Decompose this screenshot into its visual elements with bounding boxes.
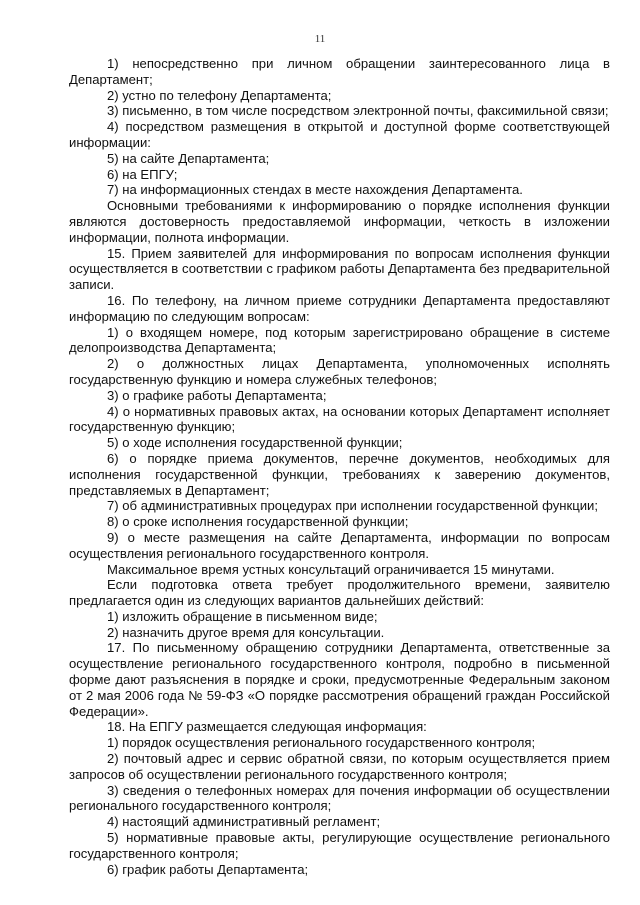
- body-text: [69, 56, 610, 877]
- paragraph: 6) график работы Департамента;: [107, 861, 309, 877]
- paragraph: 4) настоящий административный регламент;: [107, 814, 381, 830]
- paragraph: 2) устно по телефону Департамента;: [107, 87, 332, 103]
- paragraph: 3) письменно, в том числе посредством электронной почты, факсимильной связи;: [107, 103, 609, 119]
- paragraph: 6) о порядке приема документов, перечне документов, необходимых для исполнения государственной функции, требованиях к заверению документов, представляемых в Департамент;: [69, 450, 610, 498]
- paragraph: 1) о входящем номере, под которым зарегистрировано обращение в системе делопроизводства Департамента;: [69, 324, 610, 356]
- paragraph: Если подготовка ответа требует продолжительного времени, заявителю предлагается один из следующих вариантов дальнейших действий:: [69, 577, 610, 609]
- paragraph: 17. По письменному обращению сотрудники Департамента, ответственные за осуществление регионального государственного контроля, подробно в письменной форме дают разъяснения в порядке и сроки, предусмотренные Федеральным законом от 2 мая 2006 года № 59-ФЗ «О порядке рассмотрения обращений граждан Российской Федерации».: [69, 640, 610, 719]
- paragraph: 15. Прием заявителей для информирования по вопросам исполнения функции осуществляется в соответствии с графиком работы Департамента без предварительной записи.: [69, 245, 610, 293]
- paragraph: 2) назначить другое время для консультации.: [107, 624, 385, 640]
- paragraph: 3) о графике работы Департамента;: [107, 387, 327, 403]
- paragraph: 4) о нормативных правовых актах, на основании которых Департамент исполняет государственную функцию;: [69, 403, 610, 435]
- paragraph: 9) о месте размещения на сайте Департамента, информации по вопросам осуществления регионального государственного контроля.: [69, 529, 610, 561]
- paragraph: 16. По телефону, на личном приеме сотрудники Департамента предоставляют информацию по следующим вопросам:: [69, 292, 610, 324]
- paragraph: 4) посредством размещения в открытой и доступной форме соответствующей информации:: [69, 119, 610, 150]
- paragraph: 7) об административных процедурах при исполнении государственной функции;: [107, 498, 598, 514]
- paragraph: 6) на ЕПГУ;: [107, 166, 178, 182]
- paragraph: 2) о должностных лицах Департамента, уполномоченных исполнять государственную функцию и номера служебных телефонов;: [69, 356, 610, 387]
- paragraph: Основными требованиями к информированию о порядке исполнения функции являются достоверность предоставляемой информации, четкость в изложении информации, полнота информации.: [69, 198, 610, 245]
- paragraph: 8) о сроке исполнения государственной функции;: [107, 514, 409, 530]
- paragraph: 18. На ЕПГУ размещается следующая информация:: [107, 719, 427, 735]
- page-number: 11: [314, 33, 326, 45]
- paragraph: 3) сведения о телефонных номерах для почения информации об осуществлении регионального государственного контроля;: [69, 782, 610, 814]
- paragraph: 5) о ходе исполнения государственной функции;: [107, 435, 403, 451]
- paragraph: 2) почтовый адрес и сервис обратной связи, по которым осуществляется прием запросов об осуществлении регионального государственного контроля;: [69, 751, 610, 782]
- paragraph: 1) непосредственно при личном обращении заинтересованного лица в Департамент;: [69, 56, 610, 87]
- paragraph: 5) нормативные правовые акты, регулирующие осуществление регионального государственного контроля;: [69, 830, 610, 861]
- paragraph: 1) порядок осуществления регионального государственного контроля;: [107, 735, 536, 751]
- paragraph: 7) на информационных стендах в месте нахождения Департамента.: [107, 182, 523, 198]
- paragraph: Максимальное время устных консультаций ограничивается 15 минутами.: [107, 561, 555, 577]
- paragraph: 5) на сайте Департамента;: [107, 150, 270, 166]
- paragraph: 1) изложить обращение в письменном виде;: [107, 608, 378, 624]
